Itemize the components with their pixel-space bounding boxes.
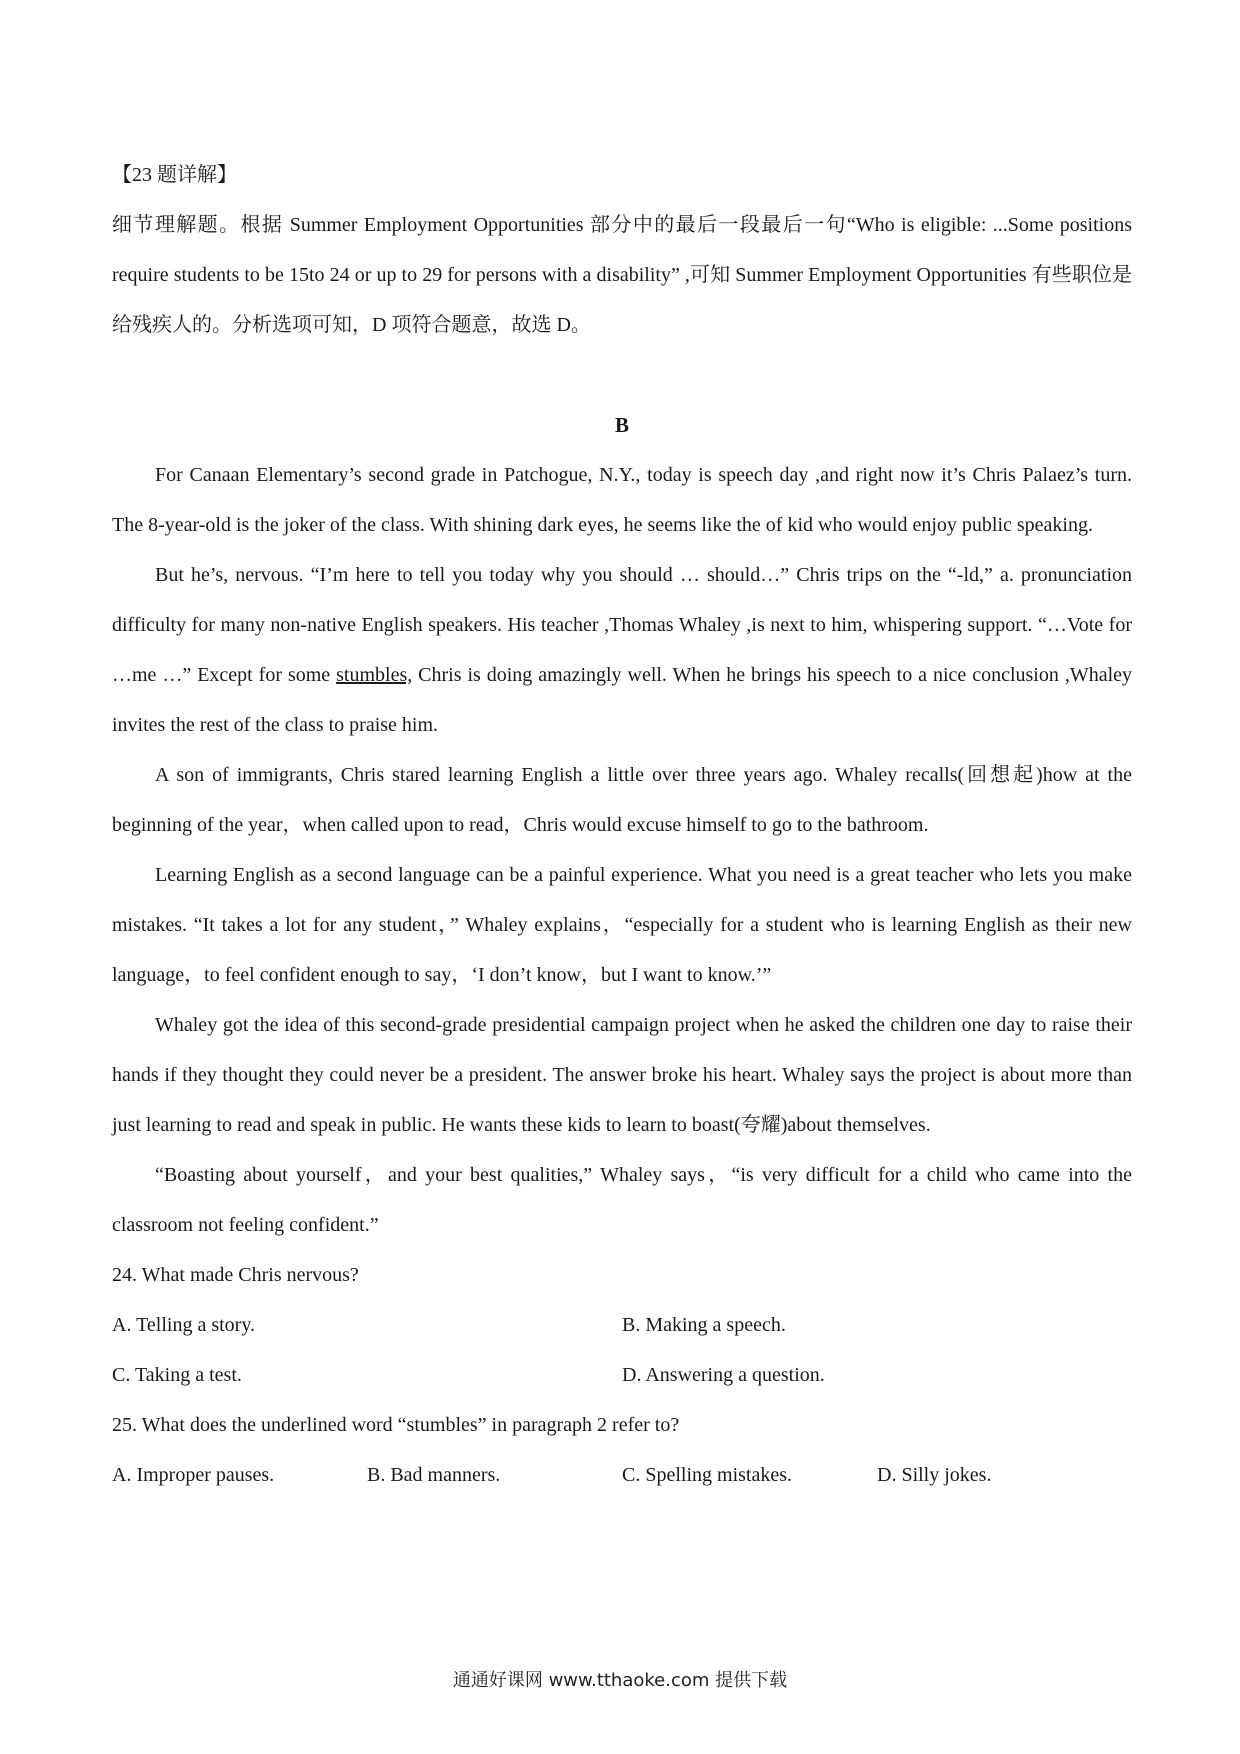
passage-paragraph-4: Learning English as a second language can be a painful experience. What you need is a great teacher who lets you make mistakes. “It takes a lot for any student，” Whaley explains，“especially for a student who is learning English as their new language，to feel confident enough to say，‘I don’t know，but I want to know.’” xyxy=(112,864,1132,986)
explanation-text: 细节理解题。根据 Summer Employment Opportunities 部分中的最后一段最后一句“Who is eligible: ...Some positions require students to be 15to 24 or up to 29 for persons with a disability” ,可知 Summer Employment Opportunities 有些职位是给残疾人的。分析选项可知，D 项符合题意，故选 D。 xyxy=(112,214,1132,336)
passage-paragraph-2 xyxy=(112,550,1132,750)
underlined-word: stumbles, xyxy=(336,664,413,686)
section-heading: B xyxy=(614,413,629,437)
question-24-stem: 24. What made Chris nervous? xyxy=(112,1264,359,1286)
explanation-title: 【23 题详解】 xyxy=(112,164,237,186)
passage-paragraph-6: “Boasting about yourself，and your best qualities,” Whaley says，“is very difficult for a child who came into the classroom not feeling confident.” xyxy=(112,1164,1132,1236)
question-25-options xyxy=(112,1450,1132,1500)
passage-paragraph-5: Whaley got the idea of this second-grade presidential campaign project when he asked the children one day to raise their hands if they thought they could never be a president. The answer broke his heart. Whaley says the project is about more than just learning to read and speak in public. He wants these kids to learn to boast(夸耀)about themselves. xyxy=(112,1014,1132,1136)
q25-option-a: A. Improper pauses. xyxy=(112,1464,275,1486)
p2-text-after: Chris is doing amazingly well. When he brings his speech to a nice conclusion ,Whaley invites the rest of the class to praise him. xyxy=(112,664,1133,736)
q24-option-c: C. Taking a test. xyxy=(112,1364,242,1386)
q24-option-b: B. Making a speech. xyxy=(622,1314,786,1336)
q24-option-a: A. Telling a story. xyxy=(112,1314,256,1336)
passage-paragraph-3: A son of immigrants, Chris stared learning English a little over three years ago. Whaley recalls(回想起)how at the beginning of the year，when called upon to read，Chris would excuse himself to go to the bathroom. xyxy=(112,764,1132,836)
document-page xyxy=(112,150,1132,1500)
q24-option-d: D. Answering a question. xyxy=(622,1364,825,1386)
question-24-options-row-2 xyxy=(112,1350,1132,1400)
p2-text-before: But he’s, nervous. “I’m here to tell you today why you should … should…” Chris trips on the “-ld,” a. pronunciation difficulty for many non-native English speakers. His teacher ,Thomas Whaley ,is next to him, whispering support. “…Vote for …me …” Except for some xyxy=(112,564,1132,686)
question-24-options-row-1 xyxy=(112,1300,1132,1350)
footer-watermark: 通通好课网 www.tthaoke.com 提供下载 xyxy=(452,1670,788,1691)
question-25-stem: 25. What does the underlined word “stumbles” in paragraph 2 refer to? xyxy=(112,1414,680,1436)
q25-option-c: C. Spelling mistakes. xyxy=(622,1464,792,1486)
passage-paragraph-1: For Canaan Elementary’s second grade in Patchogue, N.Y., today is speech day ,and right now it’s Chris Palaez’s turn. The 8-year-old is the joker of the class. With shining dark eyes, he seems like the of kid who would enjoy public speaking. xyxy=(112,464,1132,536)
q25-option-b: B. Bad manners. xyxy=(367,1464,501,1486)
q25-option-d: D. Silly jokes. xyxy=(877,1464,992,1486)
